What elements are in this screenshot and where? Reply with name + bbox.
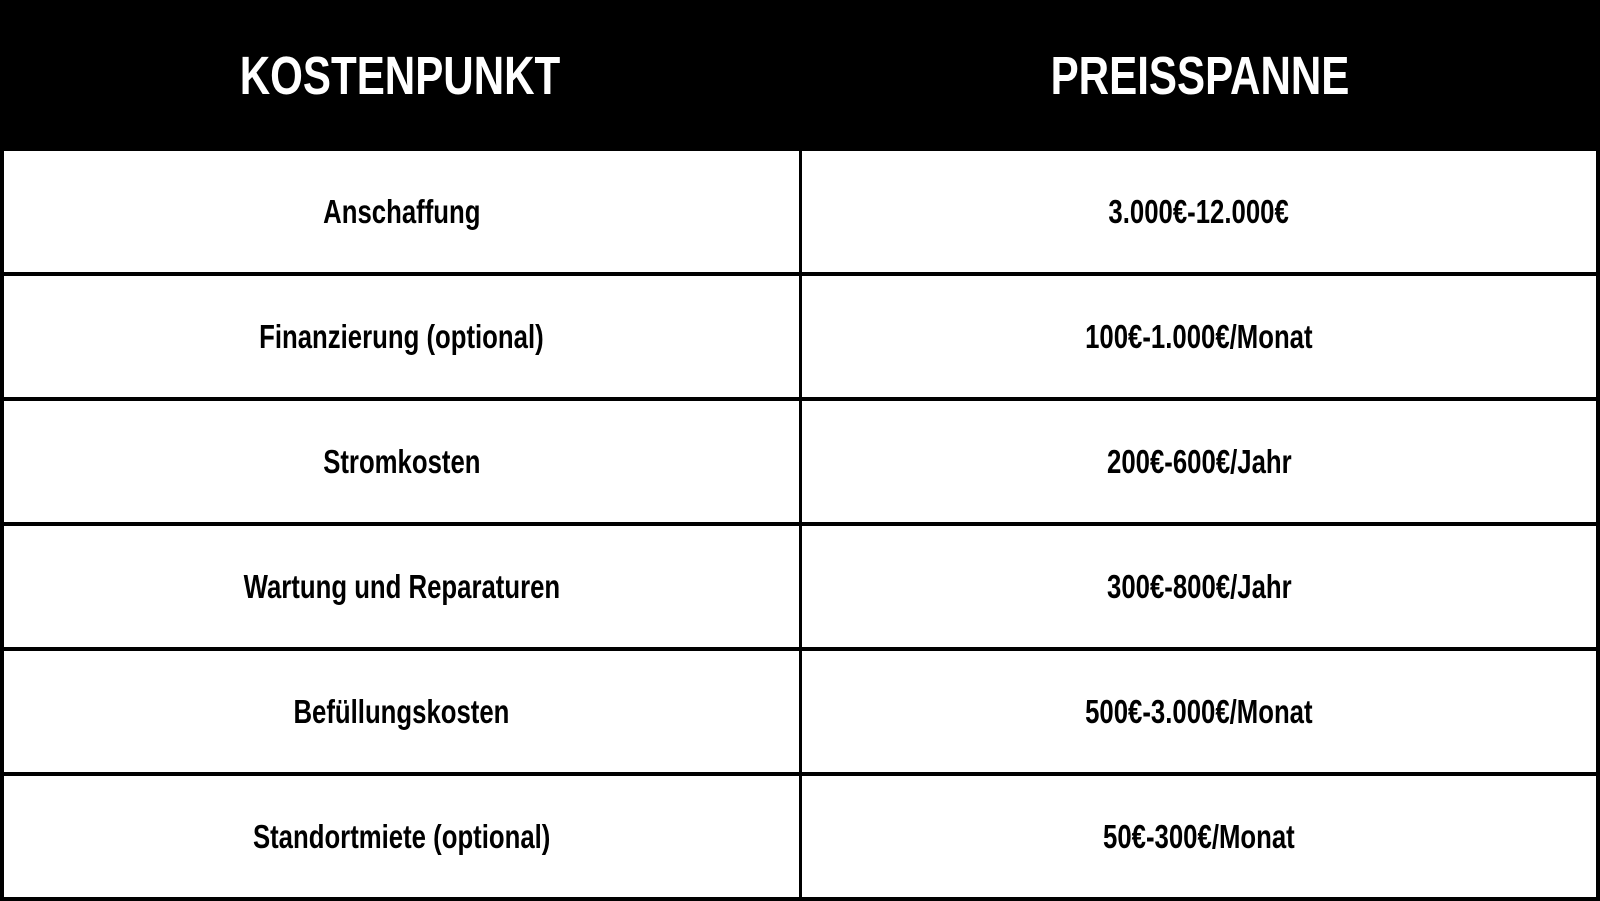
header-preisspanne: PREISSPANNE xyxy=(1050,45,1350,106)
price-range-cell xyxy=(802,526,1596,647)
cost-item-cell xyxy=(4,651,799,772)
table-header xyxy=(0,0,1600,151)
price-range-cell xyxy=(802,776,1596,897)
price-range-value: 3.000€-12.000€ xyxy=(1108,192,1290,230)
table-row xyxy=(0,401,1600,526)
cost-item-cell xyxy=(4,776,799,897)
price-range-cell xyxy=(802,151,1596,272)
cost-item-label: Finanzierung (optional) xyxy=(259,317,544,355)
cost-item-label: Wartung und Reparaturen xyxy=(243,567,560,605)
table-row xyxy=(0,776,1600,901)
table-row xyxy=(0,276,1600,401)
header-kostenpunkt: KOSTENPUNKT xyxy=(239,45,561,106)
cost-item-cell xyxy=(4,276,799,397)
table-row xyxy=(0,651,1600,776)
price-range-cell xyxy=(802,651,1596,772)
cost-item-cell xyxy=(4,151,799,272)
price-range-cell xyxy=(802,401,1596,522)
price-range-cell xyxy=(802,276,1596,397)
price-range-value: 50€-300€/Monat xyxy=(1103,817,1295,855)
cost-item-cell xyxy=(4,401,799,522)
cost-item-label: Standortmiete (optional) xyxy=(252,817,551,855)
price-range-value: 500€-3.000€/Monat xyxy=(1085,692,1313,730)
price-range-value: 300€-800€/Jahr xyxy=(1106,567,1292,605)
cost-item-cell xyxy=(4,526,799,647)
table-row xyxy=(0,151,1600,276)
cost-item-label: Stromkosten xyxy=(322,442,481,480)
cost-item-label: Befüllungskosten xyxy=(293,692,510,730)
table-row xyxy=(0,526,1600,651)
cost-item-label: Anschaffung xyxy=(322,192,481,230)
price-range-value: 200€-600€/Jahr xyxy=(1106,442,1292,480)
price-range-value: 100€-1.000€/Monat xyxy=(1085,317,1313,355)
